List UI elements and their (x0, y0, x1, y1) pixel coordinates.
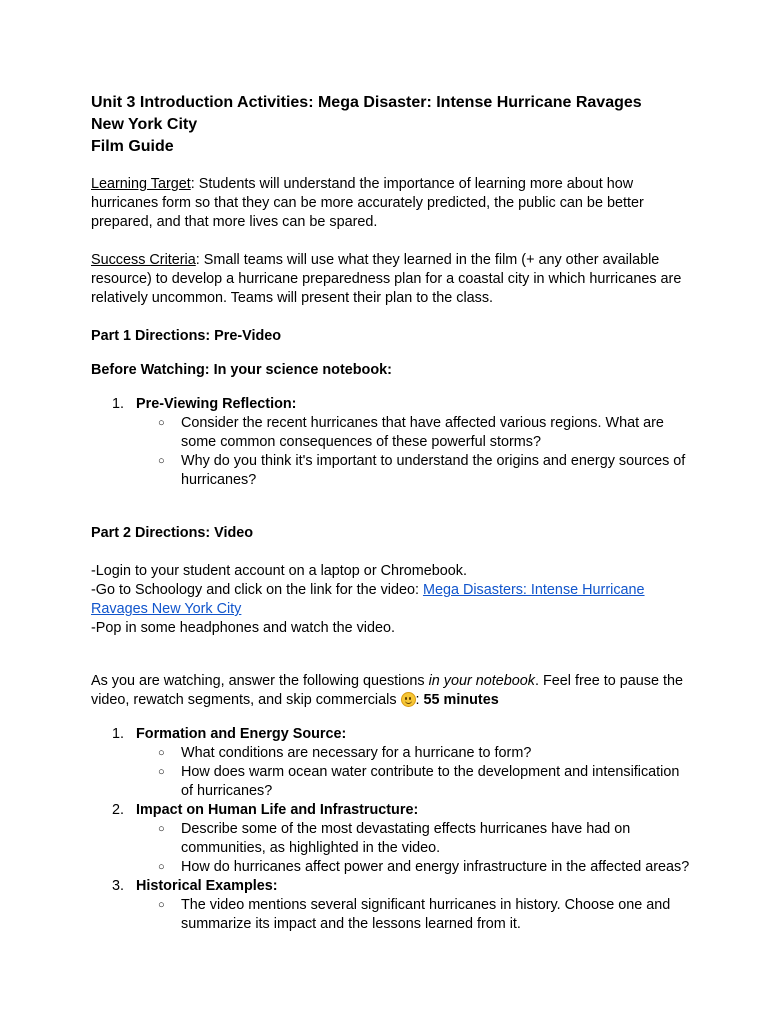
list-item (91, 725, 691, 801)
sub-list-text: How do hurricanes affect power and energy infrastructure in the affected areas? (181, 859, 690, 875)
watching-text-italic: in your notebook (428, 673, 535, 689)
hollow-bullet-icon: ○ (158, 747, 165, 759)
sub-list-item (136, 820, 691, 858)
sub-list-item (136, 452, 691, 490)
sub-list-text: Describe some of the most devastating effects hurricanes have had on communities, as highlighted in the video. (181, 821, 631, 856)
hollow-bullet-icon: ○ (158, 455, 165, 467)
sub-list-item (136, 763, 691, 801)
sub-list-text: Why do you think it's important to understand the origins and energy sources of hurricanes? (181, 453, 686, 488)
list-number: 3. (112, 878, 125, 894)
learning-target-paragraph (91, 175, 691, 232)
sub-list-item (136, 744, 691, 763)
smiling-face-icon (401, 692, 416, 707)
sub-list-text: Consider the recent hurricanes that have affected various regions. What are some common consequences of these powerful storms? (181, 415, 664, 450)
hollow-bullet-icon: ○ (158, 861, 165, 873)
list-item (91, 395, 691, 490)
hollow-bullet-icon: ○ (158, 417, 165, 429)
pre-viewing-list (91, 395, 691, 490)
video-link[interactable]: Mega Disasters: Intense Hurricane Ravages New York City (91, 582, 645, 617)
step-schoology-text: -Go to Schoology and click on the link for the video: (91, 582, 423, 598)
duration-label: 55 minutes (423, 692, 499, 708)
document-title (91, 92, 691, 158)
sub-list (136, 744, 691, 801)
sub-list-text: The video mentions several significant hurricanes in history. Choose one and summarize its impact and the lessons learned from it. (181, 897, 671, 932)
title-line-1: Unit 3 Introduction Activities: Mega Disaster: Intense Hurricane Ravages (91, 94, 642, 111)
before-watching-heading: Before Watching: In your science notebook: (91, 362, 392, 378)
learning-target-label: Learning Target (91, 176, 191, 192)
list-item (91, 877, 691, 934)
success-criteria-label: Success Criteria (91, 252, 196, 268)
list-number: 2. (112, 802, 125, 818)
watching-instructions (91, 672, 691, 710)
step-headphones: -Pop in some headphones and watch the video. (91, 620, 396, 636)
list-item-title: Pre-Viewing Reflection: (136, 396, 297, 412)
video-steps (91, 562, 691, 638)
list-item-title: Impact on Human Life and Infrastructure: (136, 802, 419, 818)
step-schoology (91, 581, 691, 619)
hollow-bullet-icon: ○ (158, 823, 165, 835)
sub-list (136, 896, 691, 934)
document-content (91, 92, 691, 934)
part1-heading: Part 1 Directions: Pre-Video (91, 328, 282, 344)
video-questions-list (91, 725, 691, 934)
list-item-title: Historical Examples: (136, 878, 278, 894)
hollow-bullet-icon: ○ (158, 766, 165, 778)
list-item (91, 801, 691, 877)
title-line-3: Film Guide (91, 138, 174, 155)
sub-list-text: What conditions are necessary for a hurricane to form? (181, 745, 532, 761)
sub-list (136, 820, 691, 877)
watching-text-c: : (415, 692, 424, 708)
success-criteria-text: : Small teams will use what they learned in the film (+ any other available resource) to develop a hurricane preparedness plan for a coastal city in which hurricanes are relatively uncommon. Teams will present their plan to the class. (91, 252, 682, 306)
sub-list-item (136, 896, 691, 934)
list-item-title: Formation and Energy Source: (136, 726, 347, 742)
sub-list-item (136, 858, 691, 877)
success-criteria-paragraph (91, 251, 691, 308)
learning-target-text: : Students will understand the importance of learning more about how hurricanes form so that they can be more accurately predicted, the public can be better prepared, and that more lives can be spared. (91, 176, 644, 230)
list-number: 1. (112, 726, 125, 742)
sub-list (136, 414, 691, 490)
watching-text-b: . Feel free to pause the video, rewatch segments, and skip commercials (91, 673, 683, 708)
step-login: -Login to your student account on a laptop or Chromebook. (91, 563, 467, 579)
list-number: 1. (112, 396, 125, 412)
hollow-bullet-icon: ○ (158, 899, 165, 911)
part2-heading: Part 2 Directions: Video (91, 525, 254, 541)
sub-list-item (136, 414, 691, 452)
sub-list-text: How does warm ocean water contribute to the development and intensification of hurricanes? (181, 764, 680, 799)
title-line-2: New York City (91, 116, 198, 133)
watching-text-a: As you are watching, answer the following questions (91, 673, 429, 689)
